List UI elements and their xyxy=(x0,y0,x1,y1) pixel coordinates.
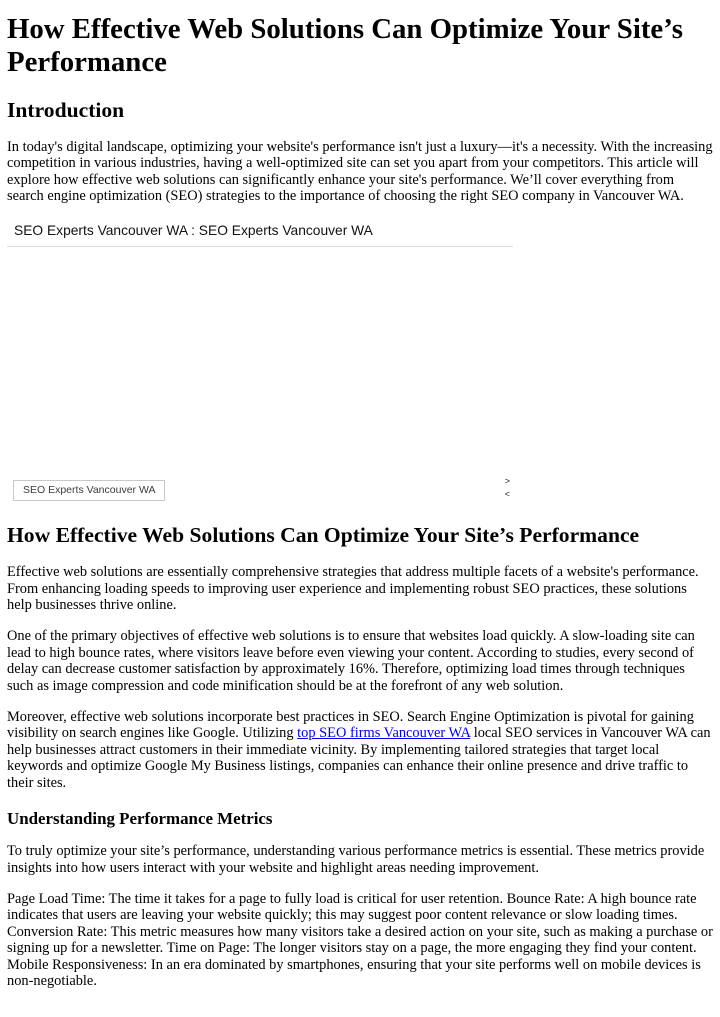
embed-video-area[interactable] xyxy=(7,247,513,477)
metrics-paragraph-1: To truly optimize your site’s performance, understanding various performance metrics is essential. These metrics provide insights into how users interact with your website and highlight areas needing improvement. xyxy=(7,843,705,876)
intro-paragraph: In today's digital landscape, optimizing your website's performance isn't just a luxury—it's a necessity. With the increasing competition in various industries, having a well-optimized site can set you apart from your competitors. This article will explore how effective web solutions can significantly enhance your site's performance. We’ll cover everything from search engine optimization (SEO) strategies to the importance of choosing the right SEO company in Vancouver WA. xyxy=(7,138,713,205)
prev-arrow-icon[interactable]: < xyxy=(504,488,510,499)
intro-heading: Introduction xyxy=(7,97,125,122)
seo-firms-link[interactable]: top SEO firms Vancouver WA xyxy=(297,725,471,742)
main-paragraph-1: Effective web solutions are essentially comprehensive strategies that address multiple facets of a website's performance. From enhancing loading speeds to improving user experience and implementing robust SEO practices, these solutions help businesses thrive online. xyxy=(7,564,699,614)
embed-nav-arrows xyxy=(505,475,510,500)
video-embed xyxy=(7,219,513,503)
embed-title[interactable]: SEO Experts Vancouver WA : SEO Experts Vancouver WA xyxy=(7,219,513,247)
page-title: How Effective Web Solutions Can Optimize Your Site’s Performance xyxy=(7,13,683,79)
seo-paragraph-after-link: local SEO services in Vancouver WA can help businesses attract customers in their immediate vicinity. By implementing tailored strategies that target local keywords and optimize Google My Business listings, companies can enhance their online presence and drive traffic to their sites. xyxy=(7,725,711,792)
main-paragraph-2: One of the primary objectives of effective web solutions is to ensure that websites load quickly. A slow-loading site can lead to high bounce rates, where visitors leave before even viewing your content. According to studies, every second of delay can decrease customer satisfaction by approximately 16%. Therefore, optimizing load times through techniques such as image compression and code minification should be at the forefront of any web solution. xyxy=(7,628,695,694)
main-heading: How Effective Web Solutions Can Optimize Your Site’s Performance xyxy=(7,523,640,548)
seo-paragraph-before-link: Moreover, effective web solutions incorporate best practices in SEO. Search Engine Optimization is pivotal for gaining visibility on search engines like Google. Utilizing xyxy=(7,708,694,742)
metrics-paragraph-2: Page Load Time: The time it takes for a page to fully load is critical for user retention. Bounce Rate: A high bounce rate indicates that users are leaving your website quickly; this may suggest poor content relevance or slow loading times. Conversion Rate: This metric measures how many visitors take a desired action on your site, such as making a purchase or signing up for a newsletter. Time on Page: The longer visitors stay on a page, the more engaging they find your content. Mobile Responsiveness: In an era dominated by smartphones, ensuring that your site performs well on mobile devices is non-negotiable. xyxy=(7,890,713,990)
embed-caption-button[interactable]: SEO Experts Vancouver WA xyxy=(13,480,165,501)
next-arrow-icon[interactable]: > xyxy=(504,476,510,487)
seo-link-paragraph xyxy=(7,709,713,792)
metrics-heading: Understanding Performance Metrics xyxy=(7,808,273,828)
